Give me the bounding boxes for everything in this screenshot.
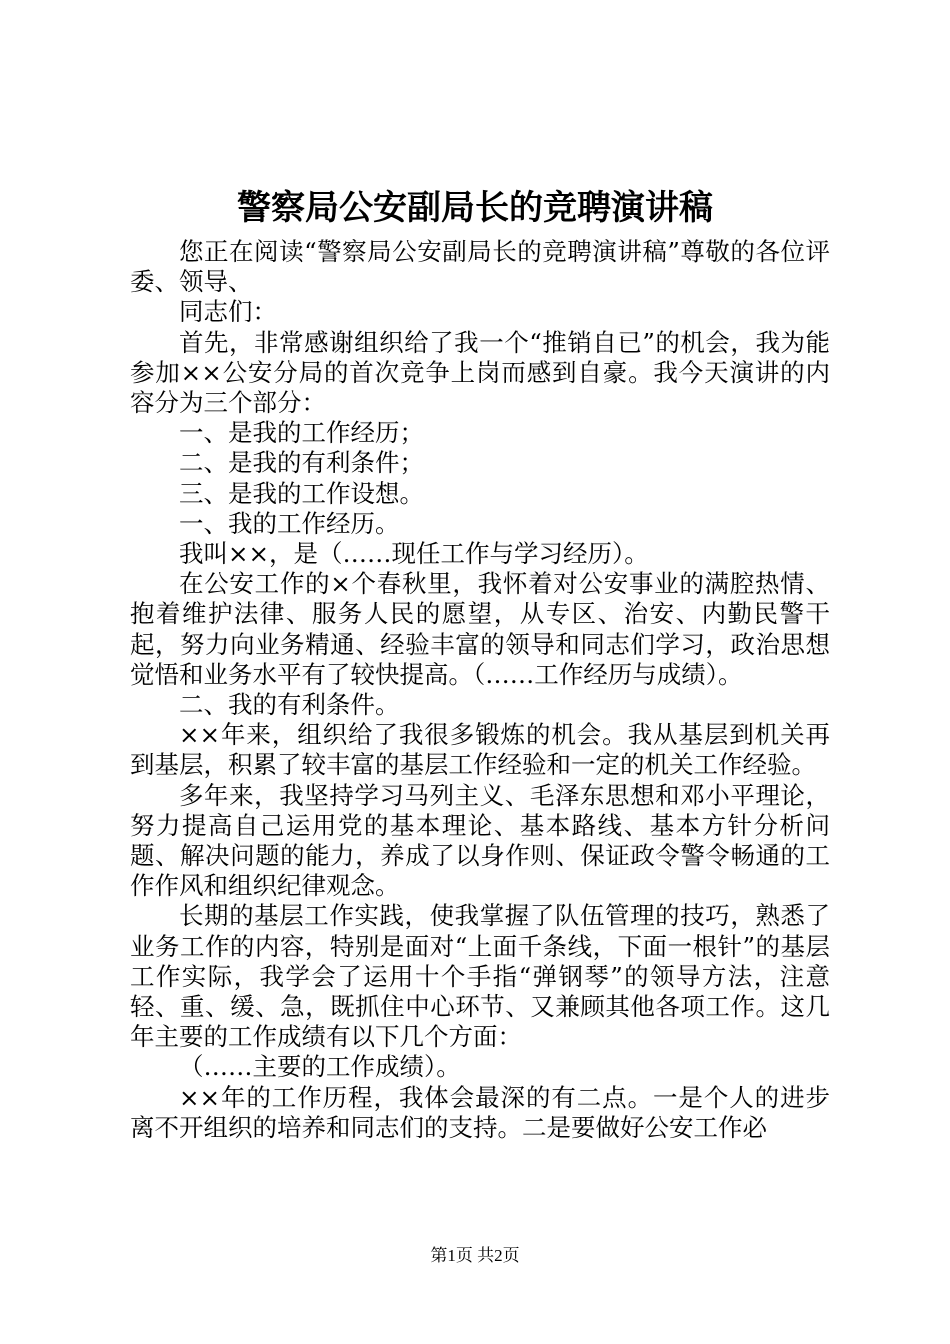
paragraph: 在公安工作的×个春秋里，我怀着对公安事业的满腔热情、抱着维护法律、服务人民的愿望，从专区、治安、内勤民警干起，努力向业务精通、经验丰富的领导和同志们学习，政治思想觉悟和业务水平有了较快提高。（……工作经历与成绩）。 (130, 569, 830, 689)
paragraph: 长期的基层工作实践，使我掌握了队伍管理的技巧，熟悉了业务工作的内容，特别是面对“上面千条线，下面一根针”的基层工作实际，我学会了运用十个手指“弹钢琴”的领导方法，注意轻、重、缓、急，既抓住中心环节、又兼顾其他各项工作。这几年主要的工作成绩有以下几个方面： (130, 901, 830, 1052)
paragraph: ××年的工作历程，我体会最深的有二点。一是个人的进步离不开组织的培养和同志们的支持。二是要做好公安工作必 (130, 1082, 830, 1142)
paragraph: 一、我的工作经历。 (179, 508, 400, 538)
document-title: 警察局公安副局长的竞聘演讲稿 (237, 188, 713, 228)
paragraph: 您正在阅读“警察局公安副局长的竞聘演讲稿”尊敬的各位评委、领导、 (130, 237, 830, 297)
paragraph: ××年来，组织给了我很多锻炼的机会。我从基层到机关再到基层，积累了较丰富的基层工作经验和一定的机关工作经验。 (130, 720, 830, 780)
page-number-footer: 第1页 共2页 (430, 1246, 520, 1265)
paragraph: 我叫××，是（……现任工作与学习经历）。 (179, 539, 649, 569)
paragraph: 二、我的有利条件。 (179, 690, 400, 720)
paragraph: 二、是我的有利条件； (179, 448, 424, 478)
paragraph: 一、是我的工作经历； (179, 418, 424, 448)
paragraph: 多年来，我坚持学习马列主义、毛泽东思想和邓小平理论，努力提高自己运用党的基本理论、基本路线、基本方针分析问题、解决问题的能力，养成了以身作则、保证政令警令畅通的工作作风和组织纪律观念。 (130, 780, 830, 901)
paragraph: 首先，非常感谢组织给了我一个“推销自已”的机会，我为能参加××公安分局的首次竞争上岗而感到自豪。我今天演讲的内容分为三个部分： (130, 327, 830, 418)
document-body (130, 237, 830, 1143)
paragraph: 同志们： (179, 297, 277, 327)
paragraph: （……主要的工作成绩）。 (179, 1052, 461, 1082)
paragraph: 三、是我的工作设想。 (179, 478, 424, 508)
